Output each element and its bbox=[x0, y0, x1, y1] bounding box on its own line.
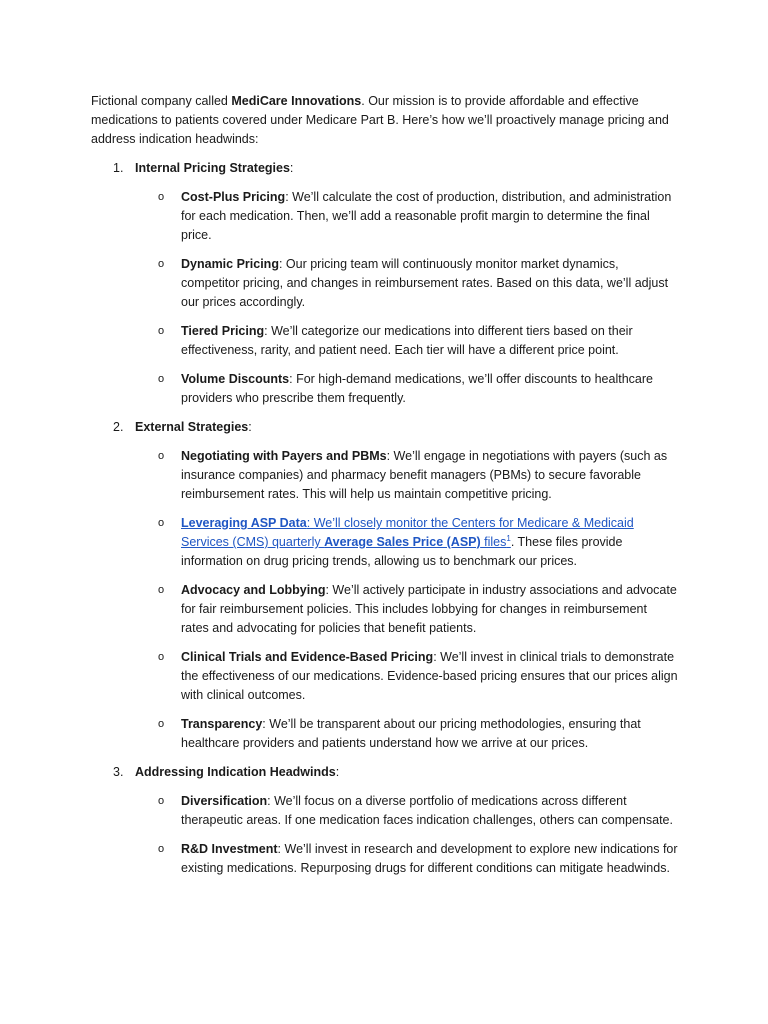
section-heading-headwinds: 3. Addressing Indication Headwinds: bbox=[113, 763, 339, 782]
bullet-icon: o bbox=[158, 450, 165, 462]
footnote-ref: 1 bbox=[506, 533, 511, 543]
item-title: Tiered Pricing bbox=[181, 324, 265, 338]
bullet-icon: o bbox=[158, 517, 165, 529]
intro-paragraph bbox=[91, 92, 691, 149]
list-item-rnd bbox=[158, 840, 678, 878]
list-item-diversification bbox=[158, 792, 678, 830]
section-title: Internal Pricing Strategies bbox=[135, 161, 290, 175]
item-title: Dynamic Pricing bbox=[181, 257, 279, 271]
item-text: : We’ll focus on a diverse portfolio of medications across different therapeutic areas. If one medication faces indication challenges, others can compensate. bbox=[181, 794, 673, 827]
item-title: Diversification bbox=[181, 794, 268, 808]
bullet-icon: o bbox=[158, 651, 165, 663]
item-text: : We’ll invest in research and development to explore new indications for existing medications. Repurposing drugs for different conditions can mitigate headwinds. bbox=[181, 842, 678, 875]
item-title: Advocacy and Lobbying bbox=[181, 583, 326, 597]
item-title: Leveraging ASP Data bbox=[181, 516, 307, 530]
asp-data-link[interactable]: Leveraging ASP Data: We’ll closely monitor the Centers for Medicare & Medicaid Services (CMS) quarterly Average Sales Price (ASP) files$^1$ bbox=[181, 516, 634, 549]
company-name: MediCare Innovations bbox=[231, 94, 362, 108]
item-title: Clinical Trials and Evidence-Based Pricing bbox=[181, 650, 434, 664]
bullet-icon: o bbox=[158, 584, 165, 596]
item-title: Negotiating with Payers and PBMs bbox=[181, 449, 387, 463]
item-text: : We’ll be transparent about our pricing methodologies, ensuring that healthcare providers and patients understand how we arrive at our prices. bbox=[181, 717, 641, 750]
item-title: Volume Discounts bbox=[181, 372, 290, 386]
list-item-dynamic bbox=[158, 255, 678, 312]
item-title: R&D Investment bbox=[181, 842, 278, 856]
bullet-icon: o bbox=[158, 325, 165, 337]
list-item-asp-data bbox=[158, 514, 678, 571]
item-title: Cost-Plus Pricing bbox=[181, 190, 286, 204]
list-item-tiered bbox=[158, 322, 678, 360]
item-text: : We’ll categorize our medications into different tiers based on their effectiveness, rarity, and patient need. Each tier will have a different price point. bbox=[181, 324, 633, 357]
list-item-cost-plus bbox=[158, 188, 678, 245]
section-number: 2. bbox=[113, 420, 124, 434]
item-title: Transparency bbox=[181, 717, 263, 731]
item-text: : We’ll engage in negotiations with payers (such as insurance companies) and pharmacy benefit managers (PBMs) to secure favorable reimbursement rates. This will help us maintain competitive pricing. bbox=[181, 449, 668, 501]
item-text: : We’ll invest in clinical trials to demonstrate the effectiveness of our medications. Evidence-based pricing ensures that our prices align with clinical outcomes. bbox=[181, 650, 678, 702]
item-text: : For high-demand medications, we’ll offer discounts to healthcare providers who prescribe them frequently. bbox=[181, 372, 653, 405]
bullet-icon: o bbox=[158, 258, 165, 270]
section-heading-internal: 1. Internal Pricing Strategies: bbox=[113, 159, 293, 178]
list-item-transparency bbox=[158, 715, 678, 753]
list-item-volume bbox=[158, 370, 678, 408]
item-text: : Our pricing team will continuously monitor market dynamics, competitor pricing, and changes in reimbursement rates. Based on this data, we’ll adjust our prices accordingly. bbox=[181, 257, 669, 309]
item-text: : We’ll calculate the cost of production, distribution, and administration for each medication. Then, we’ll add a reasonable profit margin to determine the final price. bbox=[181, 190, 672, 242]
bullet-icon: o bbox=[158, 843, 165, 855]
bullet-icon: o bbox=[158, 718, 165, 730]
list-item-negotiating bbox=[158, 447, 678, 504]
section-title: External Strategies bbox=[135, 420, 249, 434]
intro-prefix: Fictional company called bbox=[91, 94, 232, 108]
section-title: Addressing Indication Headwinds bbox=[135, 765, 336, 779]
bullet-icon: o bbox=[158, 191, 165, 203]
section-number: 1. bbox=[113, 161, 124, 175]
intro-suffix: . Our mission is to provide affordable and effective medications to patients covered under Medicare Part B. Here’s how we’ll proactively manage pricing and address indication headwinds: bbox=[91, 94, 669, 146]
asp-bold-text: Average Sales Price (ASP) bbox=[324, 535, 481, 549]
bullet-icon: o bbox=[158, 795, 165, 807]
item-text: : We’ll actively participate in industry associations and advocate for fair reimbursement policies. This includes lobbying for changes in reimbursement rates and advocating for policies that benefit patients. bbox=[181, 583, 677, 635]
list-item-advocacy bbox=[158, 581, 678, 638]
list-item-clinical-trials bbox=[158, 648, 678, 705]
item-text: . These files provide information on drug pricing trends, allowing us to benchmark our prices. bbox=[181, 535, 623, 568]
section-heading-external: 2. External Strategies: bbox=[113, 418, 252, 437]
bullet-icon: o bbox=[158, 373, 165, 385]
section-number: 3. bbox=[113, 765, 124, 779]
